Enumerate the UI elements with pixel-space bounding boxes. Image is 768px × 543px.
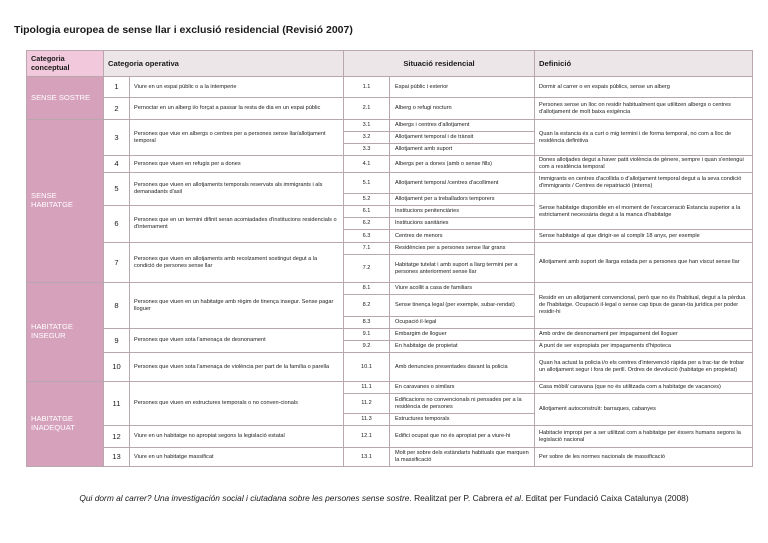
operative-text: Viure en un habitatge massificat bbox=[130, 448, 344, 467]
situation-text: Centres de menors bbox=[390, 230, 535, 243]
situation-text: Sense tinença legal (per exemple, subar-rendat) bbox=[390, 295, 535, 317]
operative-number: 13 bbox=[104, 448, 130, 467]
definition-text: Quan la estancia és a curt o mig termini i de forma temporal, no com a lloc de residència definitiva bbox=[535, 120, 753, 156]
situation-text: Allotjament temporal /centres d'acolliment bbox=[390, 173, 535, 194]
situation-text: Embargim de lloguer bbox=[390, 329, 535, 341]
definition-text: Casa mòbil/ caravana (que no és utilitzada com a habitatge de vacances) bbox=[535, 382, 753, 394]
situation-code: 3.1 bbox=[344, 120, 390, 132]
operative-text: Persones que viuen sota l'amenaça de violència per part de la família o parella bbox=[130, 353, 344, 382]
source-credit bbox=[0, 493, 768, 503]
situation-text: En caravanes o similars bbox=[390, 382, 535, 394]
situation-code: 5.2 bbox=[344, 194, 390, 206]
definition-text: Dones allotjades degut a haver patit violència de gènere, sempre i quan s'entengui com a residència temporal bbox=[535, 156, 753, 173]
operative-number: 5 bbox=[104, 173, 130, 206]
situation-code: 4.1 bbox=[344, 156, 390, 173]
conceptual-habitatge-inadequat: HABITATGE INADEQUAT bbox=[27, 382, 104, 467]
credit-etal: et al bbox=[505, 493, 522, 503]
situation-code: 11.1 bbox=[344, 382, 390, 394]
operative-number: 11 bbox=[104, 382, 130, 426]
situation-code: 3.2 bbox=[344, 132, 390, 144]
situation-code: 8.2 bbox=[344, 295, 390, 317]
situation-code: 8.1 bbox=[344, 283, 390, 295]
conceptual-sense-sostre: SENSE SOSTRE bbox=[27, 77, 104, 120]
conceptual-sense-habitatge: SENSE HABITATGE bbox=[27, 120, 104, 283]
operative-text: Persones que viuen en refugis per a dones bbox=[130, 156, 344, 173]
definition-text: Sense habitatge disponible en el moment de l'excarceració Estancia superior a la estrictament necessària degut a la manca d'habitatge bbox=[535, 194, 753, 230]
situation-text: Allotjament per a treballadors temporers bbox=[390, 194, 535, 206]
header-situacio: Situació residencial bbox=[344, 51, 535, 77]
situation-code: 10.1 bbox=[344, 353, 390, 382]
page-title: Tipologia europea de sense llar i exclusió residencial (Revisió 2007) bbox=[14, 24, 353, 36]
situation-text: Amb denuncies presentades davant la policia bbox=[390, 353, 535, 382]
operative-text: Persones que en un termini difinit seran acomiadades d'institucions residencials o d'internament bbox=[130, 206, 344, 243]
situation-text: Residències per a persones sense llar grans bbox=[390, 243, 535, 255]
operative-text: Viure en un espai públic o a la intemperie bbox=[130, 77, 344, 98]
operative-number: 1 bbox=[104, 77, 130, 98]
situation-code: 12.1 bbox=[344, 426, 390, 448]
operative-number: 6 bbox=[104, 206, 130, 243]
situation-text: Habitatge tutelat i amb suport a llarg termini per a persones anteriorment sense llar bbox=[390, 255, 535, 283]
definition-text: Allotjament amb suport de llarga estada per a persones que han viscut sense llar bbox=[535, 243, 753, 283]
situation-code: 13.1 bbox=[344, 448, 390, 467]
definition-text: Quan ha actuat la policia i/o els centres d'intervenció ràpida per a trac-tar de trobar un allotjament segur i fora de perill. Ordres de devolució (habitatge en propietat) bbox=[535, 353, 753, 382]
situation-text: En habitatge de propietat bbox=[390, 341, 535, 353]
header-operativa: Categoria operativa bbox=[104, 51, 344, 77]
situation-code: 3.3 bbox=[344, 144, 390, 156]
operative-text: Persones que viuen en allotjaments amb recolzament sostingut degut a la condició de persones sense llar bbox=[130, 243, 344, 283]
definition-text: Habitacle impropi per a ser utilitzat com a habitatge per éssers humans segons la legislació nacional bbox=[535, 426, 753, 448]
definition-text: Per sobre de les normes nacionals de massificació bbox=[535, 448, 753, 467]
situation-text: Allotjament amb suport bbox=[390, 144, 535, 156]
situation-code: 9.2 bbox=[344, 341, 390, 353]
definition-text: Immigrants en centres d'acollida o d'allotjament temporal degut a la seva condició d'immigrants / Centres de repatriació (interns) bbox=[535, 173, 753, 194]
situation-text: Albergs per a dones (amb o sense fills) bbox=[390, 156, 535, 173]
situation-code: 6.3 bbox=[344, 230, 390, 243]
definition-text: Sense habitatge al que dirigir-se al complir 18 anys, per exemple bbox=[535, 230, 753, 243]
operative-number: 7 bbox=[104, 243, 130, 283]
situation-text: Espai públic i exterior bbox=[390, 77, 535, 98]
situation-text: Alberg o refugi nocturn bbox=[390, 98, 535, 120]
situation-text: Edifici ocupat que no és apropiat per a viure-hi bbox=[390, 426, 535, 448]
operative-number: 8 bbox=[104, 283, 130, 329]
operative-text: Pernoctar en un alberg i/o forçat a passar la resta de dia en un espai públic bbox=[130, 98, 344, 120]
situation-code: 11.2 bbox=[344, 394, 390, 414]
situation-code: 11.3 bbox=[344, 414, 390, 426]
situation-text: Ocupació il·legal bbox=[390, 317, 535, 329]
situation-code: 7.2 bbox=[344, 255, 390, 283]
situation-code: 8.3 bbox=[344, 317, 390, 329]
credit-text-end: . Editat per Fundació Caixa Catalunya (2008) bbox=[521, 493, 689, 503]
situation-text: Institucions sanitàries bbox=[390, 218, 535, 230]
operative-number: 3 bbox=[104, 120, 130, 156]
situation-text: Institucions penitenciàries bbox=[390, 206, 535, 218]
operative-number: 12 bbox=[104, 426, 130, 448]
situation-text: Allotjament temporal i de trànsit bbox=[390, 132, 535, 144]
header-definicio: Definició bbox=[535, 51, 753, 77]
operative-text: Persones que viuen sota l'amenaça de desnonament bbox=[130, 329, 344, 353]
definition-text: Dormir al carrer o en espais públics, sense un alberg bbox=[535, 77, 753, 98]
situation-text: Viure acollit a casa de familiars bbox=[390, 283, 535, 295]
credit-text: . Realitzat per P. Cabrera bbox=[409, 493, 506, 503]
situation-text: Albergs i centres d'allotjament bbox=[390, 120, 535, 132]
situation-code: 1.1 bbox=[344, 77, 390, 98]
typology-table bbox=[26, 50, 753, 467]
operative-number: 4 bbox=[104, 156, 130, 173]
definition-text: Allotjament autoconstruït: barraques, cabanyes bbox=[535, 394, 753, 426]
conceptual-habitatge-insegur: HABITATGE INSEGUR bbox=[27, 283, 104, 382]
table-header-row bbox=[27, 51, 753, 77]
situation-text: Estructures temporals bbox=[390, 414, 535, 426]
situation-code: 9.1 bbox=[344, 329, 390, 341]
credit-book-title: Qui dorm al carrer? Una investigación social i ciutadana sobre les persones sense sostre bbox=[79, 493, 410, 503]
definition-text: A punt de ser expropiats per impagaments d'hipoteca bbox=[535, 341, 753, 353]
situation-text: Molt per sobre dels estàndarts habituals que marquen la massificació bbox=[390, 448, 535, 467]
operative-text: Viure en un habitatge no apropiat segons la legislació estatal bbox=[130, 426, 344, 448]
situation-code: 7.1 bbox=[344, 243, 390, 255]
operative-number: 9 bbox=[104, 329, 130, 353]
operative-text: Persones que viuen en un habitatge amb règim de tinença insegur. Sense pagar lloguer bbox=[130, 283, 344, 329]
definition-text: Persones sense un lloc on residir habitualment que utilitzen albergs o centres d'allotjament de molt baixa exigència bbox=[535, 98, 753, 120]
operative-text: Persones que viuen en allotjaments temporals reservats als immigrants i als demanadants d'asil bbox=[130, 173, 344, 206]
header-conceptual: Categoria conceptual bbox=[27, 51, 104, 77]
operative-text: Persones que viue en albergs o centres per a persones sense llar/allotjament temporal bbox=[130, 120, 344, 156]
situation-code: 5.1 bbox=[344, 173, 390, 194]
operative-number: 10 bbox=[104, 353, 130, 382]
situation-code: 6.1 bbox=[344, 206, 390, 218]
operative-number: 2 bbox=[104, 98, 130, 120]
definition-text: Residir en un allotjament convencional, però que no és l'habitual, degut a la pèrdua de l'habitatge. Ocupació il·legal o sense cap tipus de garan-tia jurídica per poder residir-hi bbox=[535, 283, 753, 329]
definition-text: Amb ordre de desnonament per impagament del lloguer bbox=[535, 329, 753, 341]
situation-code: 2.1 bbox=[344, 98, 390, 120]
situation-code: 6.2 bbox=[344, 218, 390, 230]
operative-text: Persones que viuen en estructures temporals o no conven-cionals bbox=[130, 382, 344, 426]
situation-text: Edificacions no convencionals ni pensades per a la residència de persones bbox=[390, 394, 535, 414]
